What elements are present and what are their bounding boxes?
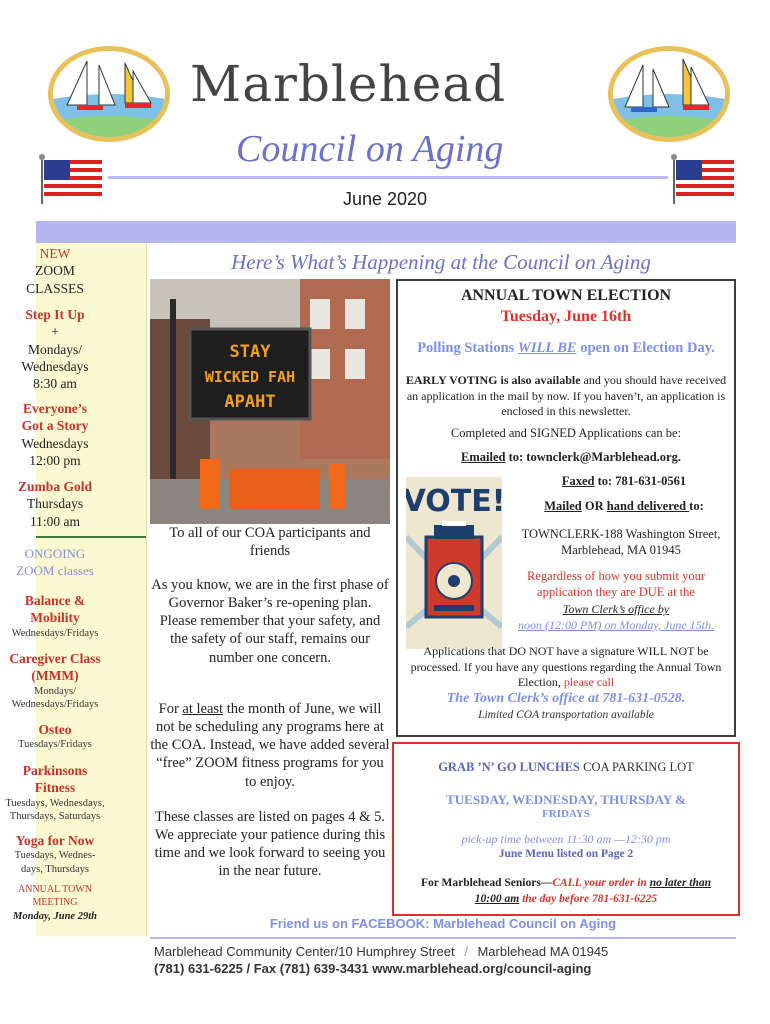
class-name: Step It Up bbox=[25, 307, 85, 322]
deadline: noon (12:00 PM) on Monday, June 15th. bbox=[518, 618, 714, 632]
sidebar-new-label: NEW bbox=[39, 246, 71, 261]
completed-applications: Completed and SIGNED Applications can be: bbox=[450, 426, 682, 440]
lunch-fridays: FRIDAYS bbox=[542, 808, 590, 820]
class-days: Tuesdays, Wednes- days, Thursdays bbox=[14, 850, 96, 875]
sidebar-class-parkinsons bbox=[0, 762, 110, 823]
sidebar-classes-label: CLASSES bbox=[26, 280, 84, 296]
transport-note: Limited COA transportation available bbox=[478, 709, 654, 721]
lunch-location: COA PARKING LOT bbox=[580, 760, 694, 774]
class-name: Parkinsons Fitness bbox=[22, 763, 88, 796]
sidebar-class-balance-mobility bbox=[0, 592, 110, 640]
sidebar-class-zumba-gold bbox=[0, 478, 110, 530]
p3-rest: the month of June, we will not be scheduling any programs here at the COA. Instead, we have added several “free” ZOOM fitness programs for you to enjoy. bbox=[150, 701, 390, 790]
class-time: 12:00 pm bbox=[29, 452, 81, 468]
day-before-phone: the day before 781-631-6225 bbox=[519, 892, 658, 905]
mailed-line bbox=[514, 499, 734, 514]
town-meeting-date: Monday, June 29th bbox=[13, 910, 97, 922]
class-time: 11:00 am bbox=[29, 513, 81, 529]
masthead-subtitle: Council on Aging bbox=[236, 128, 504, 170]
class-name: Balance & Mobility bbox=[24, 593, 86, 626]
class-days: Wednesdays bbox=[21, 435, 89, 451]
footer-slash: / bbox=[464, 944, 468, 959]
street-sign-photo bbox=[150, 279, 390, 524]
class-days: Mondays/ Wednesdays bbox=[21, 341, 89, 374]
sidebar-zoom-label: ZOOM bbox=[35, 263, 75, 279]
for-seniors: For Marblehead Seniors— bbox=[420, 877, 553, 889]
class-days: Wednesdays/Fridays bbox=[11, 627, 99, 639]
class-name: Everyone’s Got a Story bbox=[21, 401, 89, 434]
emailed-line bbox=[398, 450, 734, 465]
signature-text: Applications that DO NOT have a signature WILL NOT be processed. If you have any questions regarding the Annual Town Election, bbox=[410, 644, 722, 690]
clerk-address: TOWNCLERK-188 Washington Street, Marblehead, MA 01945 bbox=[521, 527, 721, 558]
sidebar-new-zoom bbox=[0, 245, 110, 297]
polling-stations bbox=[398, 340, 734, 357]
reopening-paragraph: As you know, we are in the first phase of Governor Baker’s re-opening plan. Please remember that your safety, and the safety of our staff, remains our number one concern. bbox=[151, 577, 389, 666]
election-title: ANNUAL TOWN ELECTION bbox=[460, 287, 672, 304]
vote-poster bbox=[406, 477, 502, 649]
facebook-line: Friend us on FACEBOOK: Marblehead Council on Aging bbox=[269, 916, 617, 931]
class-days: Tuesdays, Wednesdays, Thursdays, Saturdays bbox=[5, 797, 105, 822]
header-band bbox=[36, 221, 736, 243]
sign-line-3: APAHT bbox=[224, 392, 276, 412]
pickup-time: pick-up time between 11:30 am —12:30 pm bbox=[461, 832, 671, 846]
issue-date: June 2020 bbox=[342, 189, 428, 209]
mailed-label: Mailed bbox=[544, 499, 582, 513]
sailboat-logo-left bbox=[48, 46, 170, 142]
class-name: Caregiver Class (MMM) bbox=[9, 651, 101, 684]
election-box bbox=[396, 279, 736, 737]
class-name: Osteo bbox=[38, 722, 72, 737]
emailed-address: to: townclerk@Marblehead.org. bbox=[505, 450, 681, 464]
clerk-phone: The Town Clerk’s office at 781-631-0528. bbox=[446, 691, 686, 706]
town-meeting-label-2: MEETING bbox=[32, 896, 78, 908]
faxed-label: Faxed bbox=[561, 474, 595, 488]
main-headline: Here’s What’s Happening at the Council on Aging bbox=[231, 250, 651, 274]
polling-prefix: Polling Stations bbox=[417, 340, 518, 356]
p3-prefix: For bbox=[158, 701, 183, 717]
sidebar-class-osteo bbox=[0, 721, 110, 752]
lunch-days: TUESDAY, WEDNESDAY, THURSDAY & bbox=[446, 792, 686, 807]
classes-paragraph: These classes are listed on pages 4 & 5. We appreciate your patience during this time and we look forward to seeing you in the near future. bbox=[154, 809, 386, 880]
polling-will-be: WILL BE bbox=[517, 340, 577, 356]
election-date: Tuesday, June 16th bbox=[500, 308, 632, 325]
intro-paragraph: To all of our COA participants and friends bbox=[169, 525, 371, 560]
faxed-number: to: 781-631-0561 bbox=[594, 474, 687, 488]
faxed-line bbox=[514, 474, 734, 489]
polling-rest: open on Election Day. bbox=[576, 340, 715, 356]
vote-text: VOTE! bbox=[406, 484, 502, 519]
sailboat-icon bbox=[53, 51, 165, 137]
lunch-title bbox=[394, 760, 738, 775]
ten-am: 10:00 am bbox=[474, 892, 520, 905]
class-name: Yoga for Now bbox=[15, 833, 95, 848]
early-voting bbox=[398, 373, 734, 420]
no-later-than: no later than bbox=[649, 877, 712, 889]
ongoing-label: ONGOING bbox=[24, 546, 86, 561]
footer-city: Marblehead MA 01945 bbox=[477, 944, 609, 959]
class-days: Mondays/ Wednesdays/Fridays bbox=[11, 685, 99, 710]
signature-notice bbox=[398, 644, 734, 691]
programs-paragraph bbox=[150, 700, 390, 791]
sailboat-logo-right bbox=[608, 46, 730, 142]
ongoing-zoom-label: ZOOM classes bbox=[16, 562, 94, 578]
due-notice: Regardless of how you submit your application they are DUE at the bbox=[526, 569, 706, 600]
class-days: Thursdays bbox=[26, 496, 84, 512]
town-meeting-label: ANNUAL TOWN bbox=[18, 884, 92, 895]
order-instructions bbox=[394, 876, 738, 907]
class-name: Zumba Gold bbox=[18, 479, 92, 494]
mailed-to: to: bbox=[689, 499, 704, 513]
call-order: CALL your order in bbox=[552, 877, 650, 889]
menu-note: June Menu listed on Page 2 bbox=[498, 848, 634, 860]
sidebar-class-caregiver bbox=[0, 650, 110, 711]
sidebar-class-step-it-up bbox=[0, 306, 110, 392]
emailed-label: Emailed bbox=[461, 450, 506, 464]
early-voting-bold: EARLY VOTING is also available bbox=[405, 373, 581, 387]
sign-line-2: WICKED FAH bbox=[204, 368, 296, 386]
mailed-or: OR bbox=[581, 499, 607, 513]
class-time: 8:30 am bbox=[33, 376, 77, 392]
sidebar-ongoing bbox=[0, 546, 110, 579]
sailboat-icon bbox=[613, 51, 725, 137]
footer-contact: (781) 631-6225 / Fax (781) 639-3431 www.marblehead.org/council-aging bbox=[154, 961, 592, 976]
footer-street: Marblehead Community Center/10 Humphrey Street bbox=[154, 944, 455, 959]
class-days: Tuesdays/Fridays bbox=[18, 739, 92, 751]
lunch-box bbox=[392, 742, 740, 916]
masthead-title: Marblehead bbox=[190, 55, 507, 113]
clerk-office-by: Town Clerk’s office by bbox=[562, 602, 670, 616]
p3-underlined: at least bbox=[182, 701, 224, 717]
sidebar-divider bbox=[36, 536, 146, 538]
lunch-title-bold: GRAB ’N’ GO LUNCHES bbox=[438, 760, 580, 774]
hand-delivered-label: hand delivered bbox=[606, 499, 690, 513]
class-plus: + bbox=[51, 324, 59, 340]
please-call: please call bbox=[563, 675, 615, 690]
sign-line-1: STAY bbox=[229, 342, 271, 362]
footer-address bbox=[154, 944, 608, 959]
early-voting-rest: and you should have received an application in the mail by now. If you haven’t, an application is enclosed in this newsletter. bbox=[406, 373, 727, 419]
sidebar-class-yoga bbox=[0, 832, 110, 876]
sidebar-town-meeting bbox=[0, 884, 110, 923]
sidebar-class-everyones-got-a-story bbox=[0, 400, 110, 469]
header-divider bbox=[108, 176, 668, 179]
footer-divider bbox=[150, 937, 736, 939]
